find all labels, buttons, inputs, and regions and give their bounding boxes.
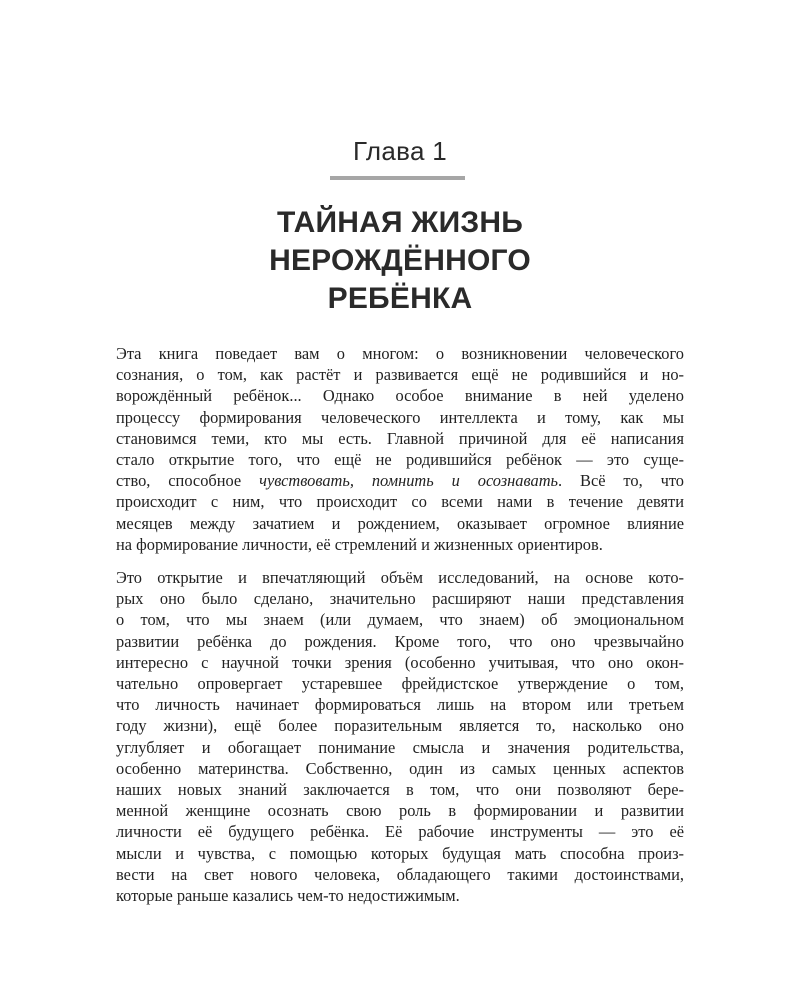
paragraph-1 (116, 343, 684, 555)
text-line: что личность начинает формироваться лишь на втором или третьем (116, 695, 684, 715)
text-line: сознания, о том, как растёт и развивается ещё не родившийся и но- (116, 365, 684, 385)
text-line: интересно с научной точки зрения (особенно учитывая, что оно окон- (116, 652, 684, 672)
text-line: развитии ребёнка до рождения. Кроме того, что оно чрезвычайно (116, 631, 684, 651)
text-segment: ство, способное (116, 471, 260, 491)
text-line: становимся теми, кто мы есть. Главной причиной для её написания (116, 428, 684, 448)
text-line: процессу формирования человеческого интеллекта и тому, как мы (116, 407, 684, 427)
chapter-divider (330, 176, 465, 180)
chapter-title-line: РЕБЁНКА (327, 282, 473, 315)
text-line: углубляет и обогащает понимание смысла и значения родительства, (116, 737, 684, 757)
text-line: мысли и чувства, с помощью которых будущая мать способна произ- (116, 843, 684, 863)
text-line: рых оно было сделано, значительно расширяют наши представления (116, 589, 684, 609)
text-line: наших новых знаний заключается в том, что они позволяют бере- (116, 780, 684, 800)
text-line: о том, что мы знаем (или думаем, что знаем) об эмоциональном (116, 610, 684, 630)
chapter-title-line: ТАЙНАЯ ЖИЗНЬ (277, 206, 523, 239)
text-line: ворождённый ребёнок... Однако особое внимание в ней уделено (116, 386, 684, 406)
text-line: которые раньше казались чем-то недостижимым. (116, 886, 460, 906)
emphasized-text: чувствовать, помнить и осознавать (259, 471, 558, 491)
text-line: на формирование личности, её стремлений и жизненных ориентиров. (116, 534, 603, 554)
chapter-title (0, 204, 800, 318)
text-line: Это открытие и впечатляющий объём исследований, на основе кото- (116, 568, 684, 588)
text-line: месяцев между зачатием и рождением, оказывает огромное влияние (116, 513, 684, 533)
text-line-with-emphasis (116, 470, 684, 491)
text-line: Эта книга поведает вам о многом: о возникновении человеческого (116, 344, 684, 363)
text-segment: . Всё то, что (558, 471, 684, 491)
text-line: происходит с ним, что происходит со всеми нами в течение девяти (116, 492, 684, 512)
body-text (116, 343, 684, 906)
paragraph-gap (116, 555, 684, 567)
text-line: чательно опровергает устаревшее фрейдистское утверждение о том, (116, 674, 684, 694)
text-line: вести на свет нового человека, обладающего такими достоинствами, (116, 864, 684, 884)
text-line: особенно материнства. Собственно, один из самых ценных аспектов (116, 758, 684, 778)
chapter-label: Глава 1 (352, 136, 447, 166)
text-line: личности её будущего ребёнка. Её рабочие инструменты — это её (116, 822, 684, 842)
paragraph-2 (116, 567, 684, 906)
text-line: менной женщине осознать свою роль в формировании и развитии (116, 801, 684, 821)
text-line: году жизни), ещё более поразительным является то, насколько оно (116, 716, 684, 736)
text-line: стало открытие того, что ещё не родившийся ребёнок — это суще- (116, 450, 684, 470)
chapter-title-line: НЕРОЖДЁННОГО (269, 244, 531, 277)
